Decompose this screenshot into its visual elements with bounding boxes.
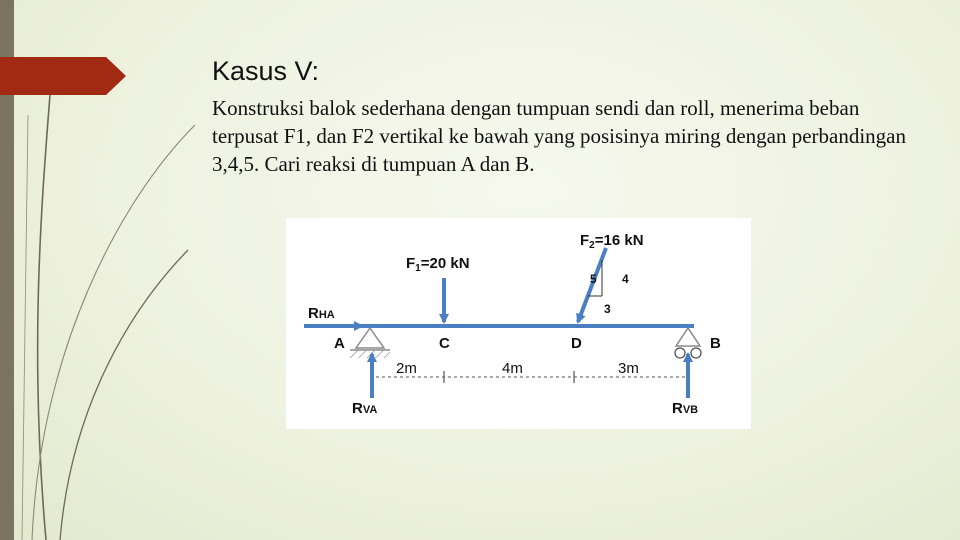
span-db-label: 3m	[618, 360, 639, 377]
pin-support-a	[350, 328, 390, 358]
slope-vertical-label: 4	[622, 272, 629, 286]
dimension-line	[370, 371, 688, 383]
slide-title: Kasus V:	[212, 56, 320, 86]
span-ac-label: 2m	[396, 360, 417, 377]
rha-label: RHA	[308, 305, 335, 322]
span-cd-label: 4m	[502, 360, 523, 377]
slope-hyp-label: 5	[590, 272, 597, 286]
f1-label: $F_1=20$ kN	[406, 255, 470, 274]
rvb-label: RVB	[672, 400, 699, 417]
point-b-label: B	[710, 335, 721, 352]
point-a-label: A	[334, 335, 345, 352]
point-c-label: C	[439, 335, 450, 352]
slope-horizontal-label: 3	[604, 302, 611, 316]
rva-label: RVA	[352, 400, 378, 417]
f2-label: $F_2=16$ kN	[580, 232, 644, 251]
title-accent-arrow	[0, 57, 126, 95]
problem-description: Konstruksi balok sederhana dengan tumpuan sendi dan roll, menerima beban terpusat F1, dan F2 vertikal ke bawah yang posisinya miring dengan perbandingan 3,4,5. Cari reaksi di tumpuan A dan B.	[212, 96, 907, 176]
beam-diagram	[286, 218, 751, 429]
point-d-label: D	[571, 335, 582, 352]
roller-support-b	[675, 328, 701, 358]
